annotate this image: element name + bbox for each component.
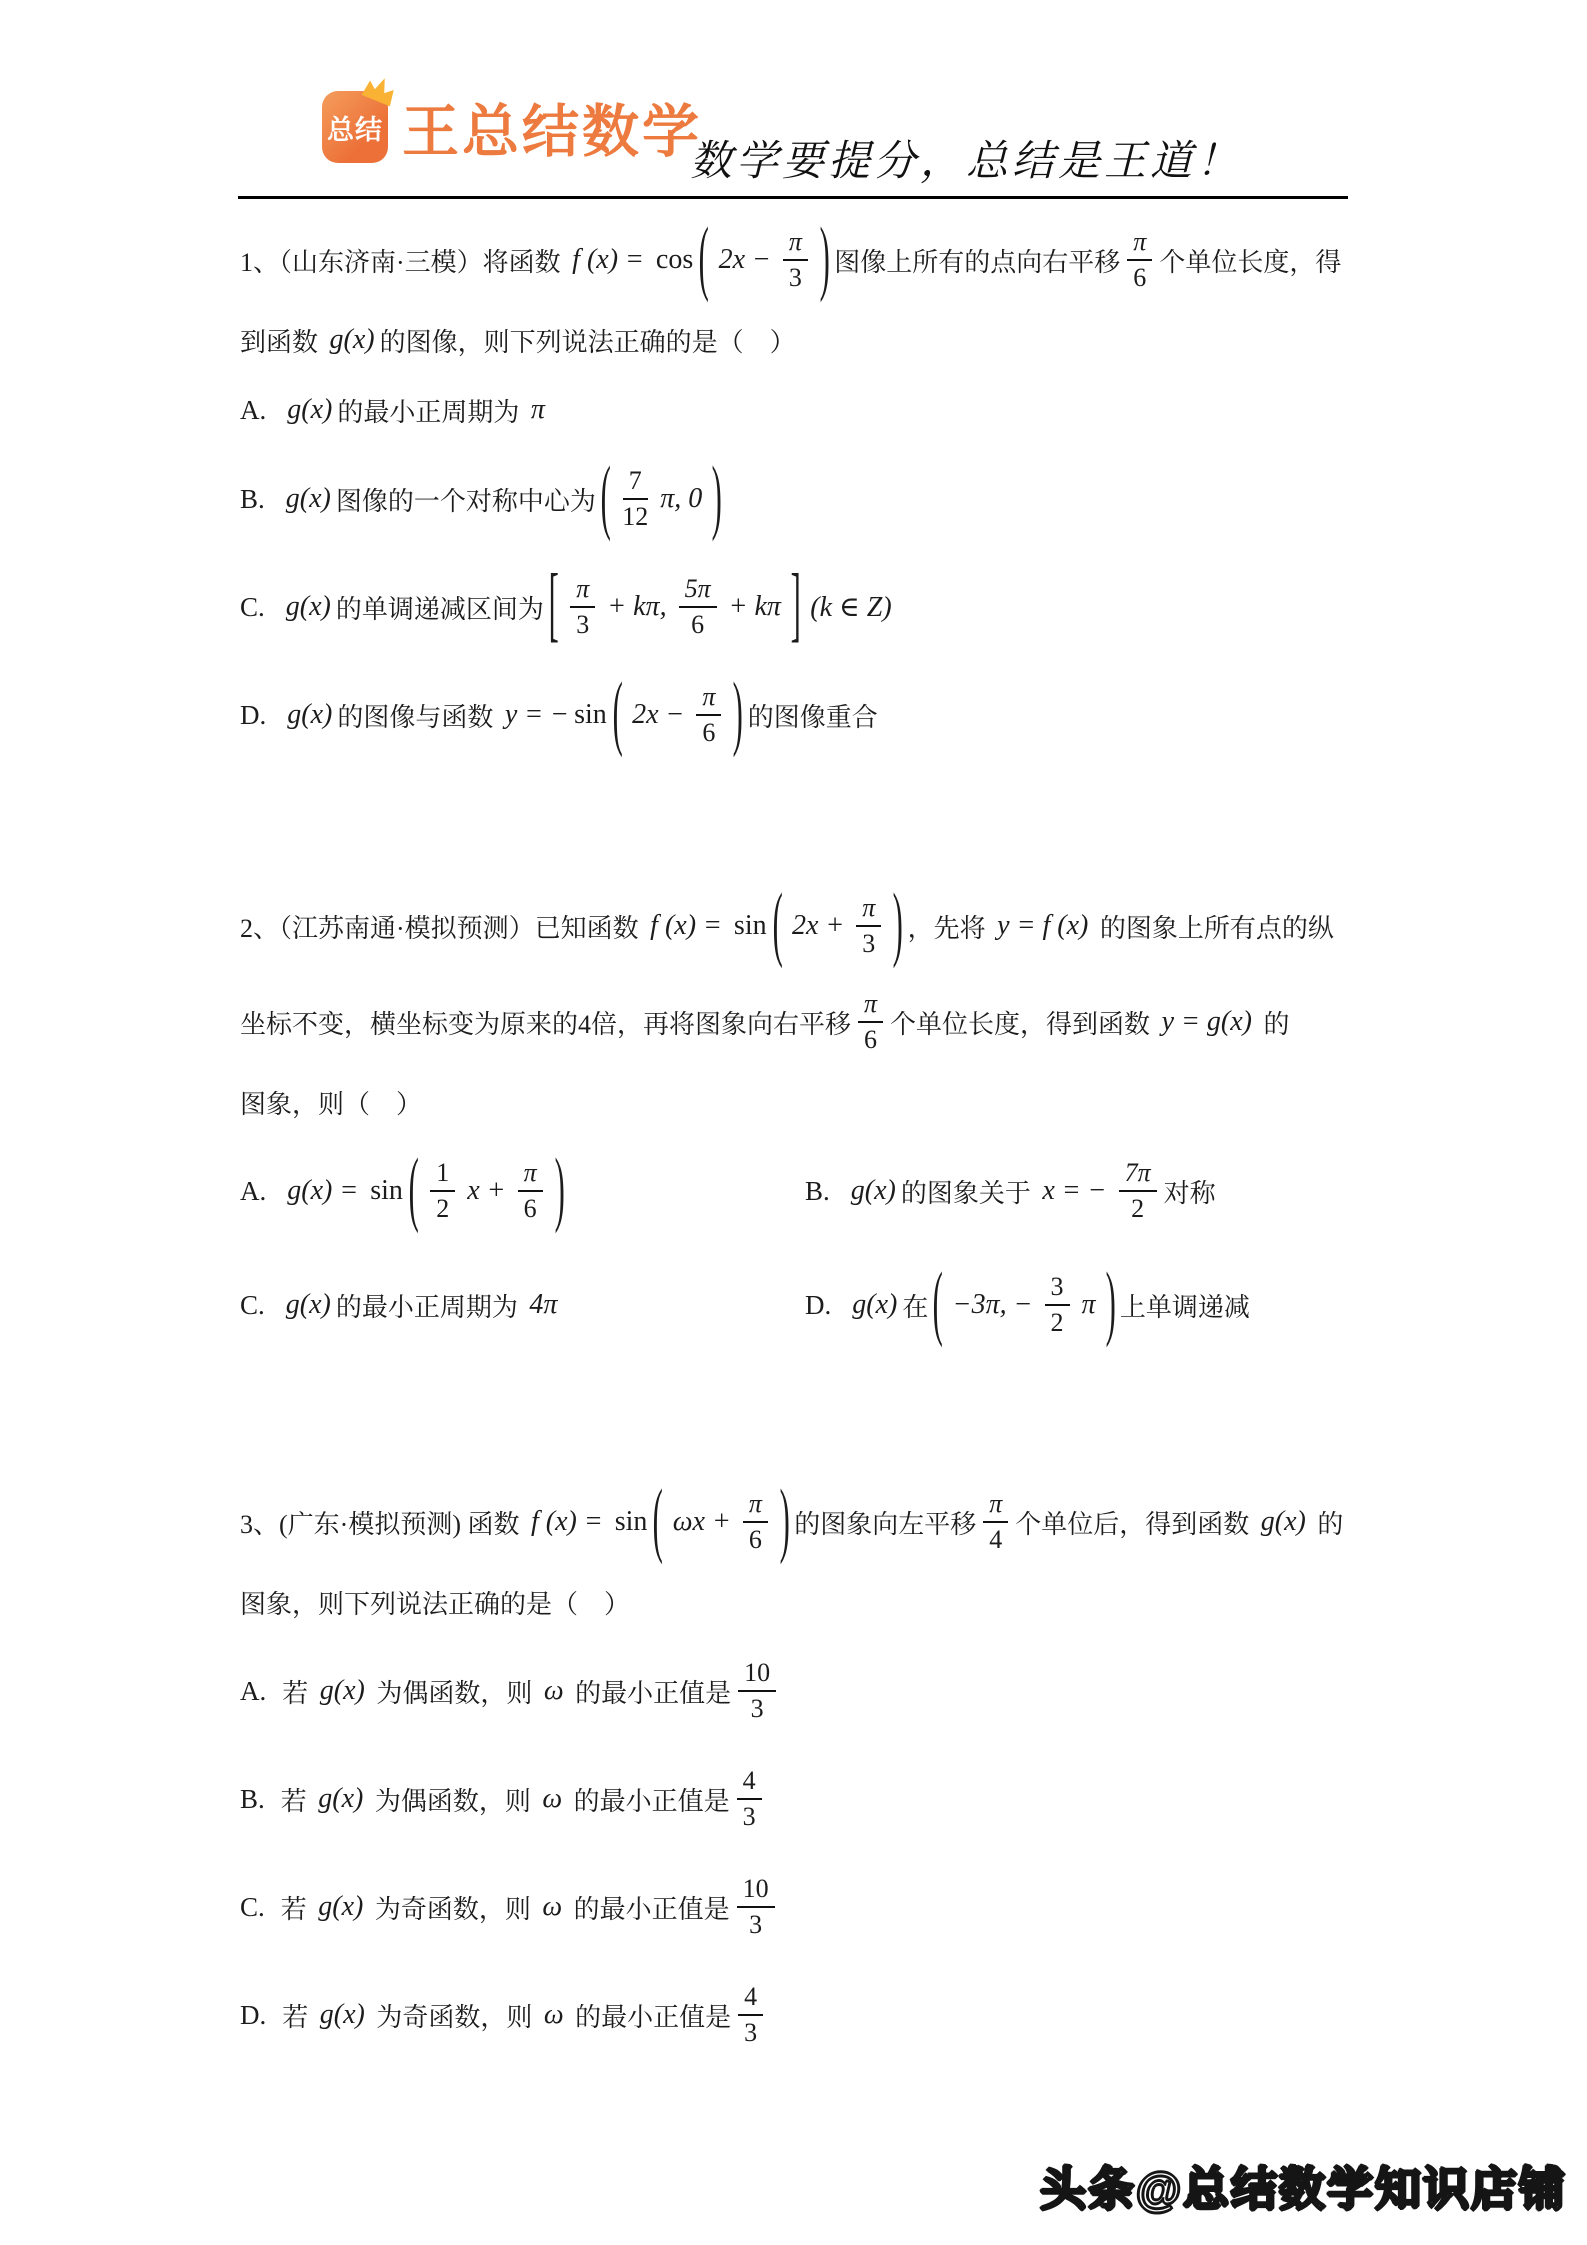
option-text: 若: [280, 1894, 314, 1924]
fraction-denominator: 6: [864, 1025, 878, 1054]
problem-3-option-c: [240, 1856, 1370, 1958]
fraction-numerator: π: [570, 573, 595, 609]
left-paren: (: [612, 668, 623, 760]
math-expr: g(x): [852, 1289, 898, 1320]
fraction: [743, 1488, 768, 1557]
problem-3-stem-line-1: [240, 1474, 1370, 1570]
math-expr: y = g(x): [1161, 1006, 1252, 1037]
problem-3-option-b: [240, 1748, 1370, 1850]
stem-text: 图象，则下列说法正确的是（ ）: [240, 1589, 631, 1619]
problem-2: [240, 878, 1370, 1362]
math-expr: + kπ: [728, 591, 781, 622]
right-paren: ): [1105, 1258, 1116, 1350]
math-expr: ω: [542, 1891, 563, 1922]
problem-2-option-c: [240, 1254, 805, 1356]
left-paren: (: [772, 879, 783, 971]
fraction-numerator: 4: [738, 1981, 763, 2017]
problem-2-option-a: [240, 1140, 805, 1242]
math-function: cos: [655, 244, 694, 275]
left-paren: (: [600, 452, 611, 544]
fraction-denominator: 6: [523, 1194, 537, 1223]
option-text: 的最小正周期为: [337, 397, 526, 427]
fraction: [696, 681, 721, 750]
fraction: [858, 988, 883, 1057]
option-text: 的图像与函数: [337, 702, 500, 732]
math-expr: g(x): [329, 324, 375, 355]
option-text: 若: [282, 1678, 315, 1708]
left-paren: (: [698, 213, 710, 305]
option-text: 为奇函数，则: [368, 1894, 538, 1924]
fraction: [737, 1873, 775, 1942]
fraction-numerator: 1: [430, 1157, 455, 1193]
logo-text: 王总结数学: [402, 100, 702, 164]
left-paren: (: [932, 1258, 944, 1350]
option-label: C.: [240, 1289, 265, 1320]
problem-3: [240, 1474, 1370, 2066]
problem-1-option-a: [240, 378, 1370, 442]
math-expr: g(x): [1260, 1506, 1306, 1537]
math-expr: g(x): [318, 1783, 364, 1814]
problem-2-options: [240, 1134, 1370, 1362]
option-text: 在: [902, 1292, 929, 1322]
math-expr: x +: [467, 1175, 506, 1206]
option-label: A.: [240, 1175, 267, 1206]
math-function: sin: [733, 910, 767, 941]
option-label: D.: [240, 699, 267, 730]
fraction: [430, 1157, 455, 1226]
math-expr: g(x): [285, 591, 331, 622]
option-label: B.: [240, 1783, 265, 1814]
stem-text: 个单位后，得到函数: [1015, 1509, 1256, 1539]
fraction: [518, 1157, 543, 1226]
fraction: [1119, 1157, 1157, 1226]
fraction-denominator: 6: [702, 718, 716, 747]
stem-text: 的图象上所有点的纵: [1093, 913, 1334, 943]
fraction: [570, 573, 595, 642]
fraction-denominator: 2: [436, 1194, 450, 1223]
problem-3-option-a: [240, 1640, 1370, 1742]
fraction-numerator: 4: [737, 1765, 762, 1801]
right-paren: ): [779, 1475, 790, 1567]
fraction: [983, 1488, 1008, 1557]
option-text: 若: [280, 1786, 314, 1816]
stem-text: 坐标不变，横坐标变为原来的4倍，再将图象向右平移: [240, 1009, 852, 1039]
option-label: A.: [240, 394, 267, 425]
fraction-denominator: 3: [744, 2018, 758, 2047]
stem-text: 的: [1256, 1009, 1290, 1039]
problem-1-option-c: [240, 556, 1370, 658]
option-text: 的最小正值是: [568, 2002, 732, 2032]
math-expr: y = f (x): [997, 910, 1089, 941]
fraction-numerator: π: [743, 1488, 768, 1524]
stem-text: 到函数: [240, 327, 325, 357]
option-text: 的图像重合: [747, 702, 878, 732]
problem-2-stem-line-3: [240, 1070, 1370, 1134]
fraction: [1127, 226, 1152, 295]
stem-text: 图象，则（ ）: [240, 1089, 423, 1119]
math-expr: g(x): [319, 1675, 365, 1706]
stem-text: 1、（山东济南·三模）将函数: [240, 247, 568, 277]
math-function: sin: [614, 1506, 648, 1537]
fraction-denominator: 2: [1050, 1308, 1064, 1337]
stem-text: 2、（江苏南通·模拟预测）已知函数: [240, 913, 646, 943]
math-expr: ω: [543, 1999, 564, 2030]
fraction: [622, 465, 648, 534]
option-text: 若: [282, 2002, 315, 2032]
right-paren: ): [819, 213, 830, 305]
right-bracket: ]: [790, 560, 801, 652]
fraction-denominator: 3: [749, 1910, 763, 1939]
stem-text: 个单位长度，得: [1159, 247, 1342, 277]
problem-2-option-d: [805, 1254, 1370, 1356]
math-expr: π: [530, 394, 545, 425]
math-expr: (k ∈ Z): [810, 592, 892, 623]
math-expr: f (x) =: [530, 1506, 610, 1537]
fraction: [856, 892, 881, 961]
problem-1-stem-line-1: [240, 212, 1370, 308]
math-expr: g(x): [287, 699, 333, 730]
problem-3-stem-line-2: [240, 1570, 1370, 1634]
option-text: 的最小正值是: [568, 1678, 732, 1708]
option-text: 图像的一个对称中心为: [335, 486, 596, 516]
option-label: C.: [240, 591, 265, 622]
crown-icon: [358, 70, 402, 109]
stem-text: 个单位长度，得到函数: [890, 1009, 1157, 1039]
right-paren: ): [554, 1144, 565, 1236]
header-divider: [238, 196, 1348, 199]
fraction-numerator: 5π: [679, 573, 717, 609]
problem-1-option-d: [240, 664, 1370, 766]
fraction: [738, 1657, 776, 1726]
option-text: 的最小正值是: [567, 1894, 730, 1924]
stem-text: 3、(广东·模拟预测) 函数: [240, 1509, 526, 1539]
problem-2-stem-line-2: [240, 974, 1370, 1070]
math-expr: 4π: [529, 1289, 558, 1320]
option-text: 的图象关于: [900, 1178, 1038, 1208]
math-expr: f (x) =: [650, 910, 729, 941]
fraction-numerator: 7: [623, 465, 648, 501]
fraction-numerator: 7π: [1119, 1157, 1157, 1193]
option-text: 为偶函数，则: [369, 1678, 539, 1708]
math-expr: ωx +: [672, 1506, 731, 1537]
option-text: 的单调递减区间为: [335, 594, 544, 624]
fraction: [738, 1981, 763, 2050]
right-paren: ): [733, 668, 744, 760]
fraction-denominator: 12: [622, 502, 649, 531]
fraction-numerator: π: [858, 988, 883, 1024]
math-expr: 2x +: [791, 910, 845, 941]
option-text: 上单调递减: [1119, 1292, 1250, 1322]
math-function: sin: [574, 699, 607, 730]
fraction: [1045, 1271, 1070, 1340]
math-expr: g(x): [285, 1289, 331, 1320]
right-paren: ): [711, 452, 722, 544]
problem-3-option-d: [240, 1964, 1370, 2066]
fraction: [737, 1765, 762, 1834]
fraction-numerator: 3: [1045, 1271, 1070, 1307]
left-paren: (: [408, 1144, 419, 1236]
problem-2-stem-line-1: [240, 878, 1370, 974]
math-function: sin: [370, 1175, 403, 1206]
math-expr: π: [1081, 1289, 1096, 1320]
fraction-numerator: π: [1127, 226, 1152, 262]
fraction-denominator: 3: [788, 263, 802, 292]
fraction-denominator: 3: [742, 1802, 756, 1831]
math-expr: g(x): [287, 394, 333, 425]
option-label: A.: [240, 1675, 267, 1706]
fraction-numerator: π: [696, 681, 721, 717]
fraction-denominator: 4: [989, 1525, 1003, 1554]
logo-badge: [322, 91, 388, 163]
math-expr: g(x): [850, 1175, 896, 1206]
fraction-denominator: 3: [750, 1694, 764, 1723]
math-expr: f (x) =: [572, 244, 651, 275]
option-label: C.: [240, 1891, 265, 1922]
fraction-denominator: 3: [862, 929, 876, 958]
math-expr: g(x): [318, 1891, 364, 1922]
fraction-numerator: 10: [737, 1873, 775, 1909]
math-expr: y = −: [504, 699, 570, 730]
brand-logo: [322, 86, 702, 168]
option-label: B.: [805, 1175, 830, 1206]
option-text: 对称: [1163, 1178, 1216, 1208]
content: [240, 212, 1370, 2178]
problem-1-option-b: [240, 448, 1370, 550]
math-expr: ω: [543, 1675, 564, 1706]
fraction-denominator: 6: [691, 610, 705, 639]
option-text: 的最小正值是: [567, 1786, 730, 1816]
math-expr: −3π, −: [952, 1289, 1033, 1320]
stem-text: 的: [1310, 1509, 1344, 1539]
logo-badge-text: 总结: [327, 114, 383, 145]
fraction-denominator: 3: [576, 610, 590, 639]
option-label: D.: [805, 1289, 832, 1320]
math-expr: x = −: [1042, 1175, 1107, 1206]
stem-text: ，先将: [907, 913, 993, 943]
stem-text: 的图像，则下列说法正确的是（ ）: [379, 327, 796, 357]
fraction-denominator: 6: [748, 1525, 762, 1554]
right-paren: ): [892, 879, 904, 971]
watermark-text: 头条@总结数学知识店铺: [1040, 2163, 1567, 2215]
math-expr: 2x −: [632, 699, 685, 730]
math-expr: 2x −: [718, 244, 771, 275]
fraction-numerator: π: [783, 226, 808, 262]
option-label: B.: [240, 483, 265, 514]
math-expr: g(x) =: [287, 1175, 366, 1206]
fraction-numerator: π: [518, 1157, 543, 1193]
option-text: 的最小正周期为: [335, 1292, 525, 1322]
fraction-numerator: 10: [738, 1657, 776, 1693]
left-paren: (: [652, 1475, 664, 1567]
fraction: [679, 573, 717, 642]
stem-text: 的图象向左平移: [794, 1509, 977, 1539]
fraction-denominator: 6: [1133, 263, 1147, 292]
problem-2-option-b: [805, 1140, 1370, 1242]
fraction: [783, 226, 808, 295]
math-expr: + kπ,: [607, 591, 667, 622]
math-expr: g(x): [285, 483, 331, 514]
option-text: 为偶函数，则: [368, 1786, 538, 1816]
problem-1-stem-line-2: [240, 308, 1370, 372]
left-bracket: [: [548, 560, 559, 652]
stem-text: 图像上所有的点向右平移: [834, 247, 1121, 277]
fraction-denominator: 2: [1131, 1194, 1145, 1223]
fraction-numerator: π: [983, 1488, 1008, 1524]
math-expr: ω: [542, 1783, 563, 1814]
fraction-numerator: π: [856, 892, 881, 928]
math-expr: π, 0: [660, 483, 703, 514]
option-text: 为奇函数，则: [369, 2002, 539, 2032]
problem-1: [240, 212, 1370, 766]
header-slogan: 数学要提分，总结是王道！: [689, 139, 1242, 185]
math-expr: g(x): [319, 1999, 365, 2030]
option-label: D.: [240, 1999, 267, 2030]
